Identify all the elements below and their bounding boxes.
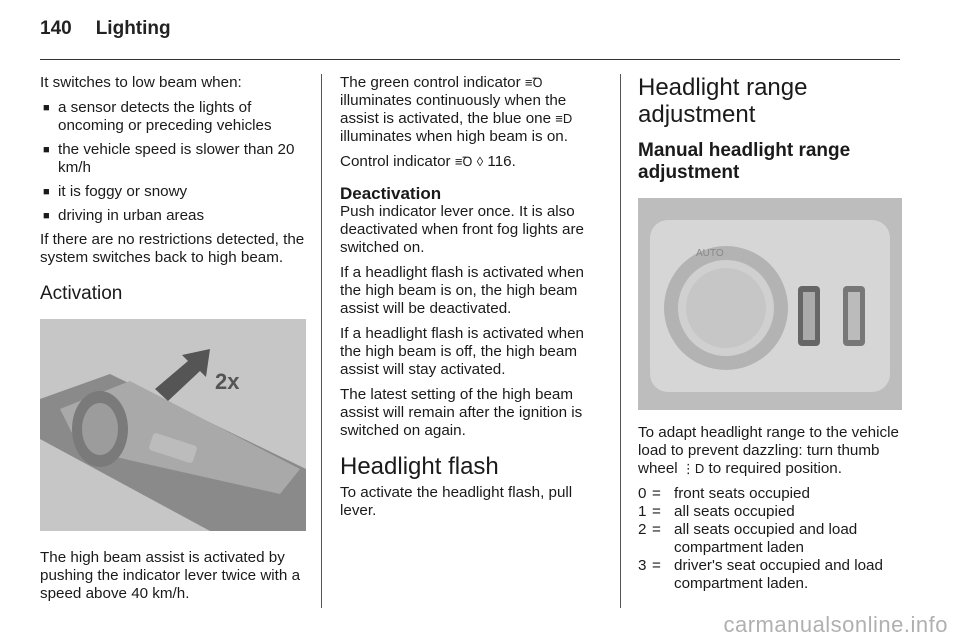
indicator-text-1: The green control indicator bbox=[340, 74, 521, 91]
ref-text: Control indicator bbox=[340, 153, 451, 170]
column-divider bbox=[620, 74, 621, 608]
list-item: ■ a sensor detects the lights of oncoming or preceding vehicles bbox=[40, 99, 306, 135]
column-divider bbox=[321, 74, 322, 608]
equals-sign: = bbox=[652, 557, 661, 574]
deactivation-heading: Deactivation bbox=[340, 184, 442, 203]
load-positions-table bbox=[638, 485, 902, 593]
deactivation-text-2: If a headlight flash is activated when the high beam is on, the high beam assist will be deactivated. bbox=[340, 264, 584, 317]
indicator-text-2: illuminates continuously when the assist is activated, the blue one bbox=[340, 92, 567, 127]
table-row bbox=[638, 485, 902, 503]
ref-page: 116. bbox=[487, 153, 516, 170]
adjustment-intro bbox=[638, 424, 902, 478]
activation-heading: Activation bbox=[40, 283, 123, 304]
low-beam-intro: It switches to low beam when: bbox=[40, 74, 242, 91]
page-number: 140 bbox=[40, 18, 72, 39]
position-text: all seats occupied and load compartment laden bbox=[674, 521, 858, 556]
headlight-flash-heading: Headlight flash bbox=[340, 453, 499, 480]
activation-caption: The high beam assist is activated by pushing the indicator lever twice with a speed above 40 km/h. bbox=[40, 549, 301, 602]
manual-adjustment-subheading: Manual headlight range adjustment bbox=[638, 140, 851, 183]
header-rule bbox=[40, 59, 900, 60]
high-beam-assist-icon: ≡Ꝺ bbox=[524, 75, 543, 90]
restriction-paragraph: If there are no restrictions detected, the system switches back to high beam. bbox=[40, 231, 305, 266]
headlight-flash-text: To activate the headlight flash, pull lever. bbox=[340, 484, 573, 519]
deactivation-text-4: The latest setting of the high beam assist will remain after the ignition is switched on again. bbox=[340, 386, 583, 439]
equals-sign: = bbox=[652, 485, 661, 502]
deactivation-text-3: If a headlight flash is activated when the high beam is off, the high beam assist will stay activated. bbox=[340, 325, 584, 378]
position-text: driver's seat occupied and load compartment laden. bbox=[674, 557, 883, 592]
table-row bbox=[638, 557, 902, 593]
chapter-title: Lighting bbox=[95, 18, 171, 39]
control-indicator-ref bbox=[340, 153, 602, 171]
deactivation-text-1: Push indicator lever once. It is also deactivated when front fog lights are switched on. bbox=[340, 203, 584, 256]
table-row bbox=[638, 521, 902, 557]
auto-label: AUTO bbox=[696, 248, 724, 259]
indicator-text-3: illuminates when high beam is on. bbox=[340, 128, 568, 145]
position-text: front seats occupied bbox=[674, 485, 810, 502]
indicator-paragraph bbox=[340, 74, 602, 146]
position-number: 3 bbox=[638, 557, 647, 574]
list-item: ■ the vehicle speed is slower than 20 km/h bbox=[40, 141, 306, 177]
high-beam-assist-icon: ≡Ꝺ bbox=[454, 154, 473, 169]
position-number: 0 bbox=[638, 485, 647, 502]
figure-label: 2x bbox=[215, 369, 240, 394]
equals-sign: = bbox=[652, 521, 661, 538]
position-number: 2 bbox=[638, 521, 647, 538]
position-text: all seats occupied bbox=[674, 503, 795, 520]
position-number: 1 bbox=[638, 503, 647, 520]
low-beam-conditions bbox=[40, 99, 306, 225]
page-ref-icon: ◊ bbox=[476, 154, 484, 169]
range-adjustment-heading: Headlight range adjustment bbox=[638, 74, 808, 128]
equals-sign: = bbox=[652, 503, 661, 520]
list-item: ■ it is foggy or snowy bbox=[40, 183, 306, 201]
page-header bbox=[40, 18, 171, 40]
watermark: carmanualsonline.info bbox=[723, 612, 948, 637]
light-switch-figure bbox=[638, 198, 902, 410]
thumb-wheel-icon: ⋮D bbox=[681, 461, 705, 476]
adjustment-intro-text: To adapt headlight range to the vehicle load to prevent dazzling: turn thumb wheel bbox=[638, 424, 899, 477]
indicator-lever-figure bbox=[40, 319, 306, 531]
column-right bbox=[638, 74, 902, 593]
adjustment-intro-end: to required position. bbox=[708, 460, 842, 477]
column-middle bbox=[340, 74, 602, 527]
table-row bbox=[638, 503, 902, 521]
column-left bbox=[40, 74, 306, 610]
high-beam-icon: ≡D bbox=[555, 111, 573, 126]
list-item: ■ driving in urban areas bbox=[40, 207, 306, 225]
